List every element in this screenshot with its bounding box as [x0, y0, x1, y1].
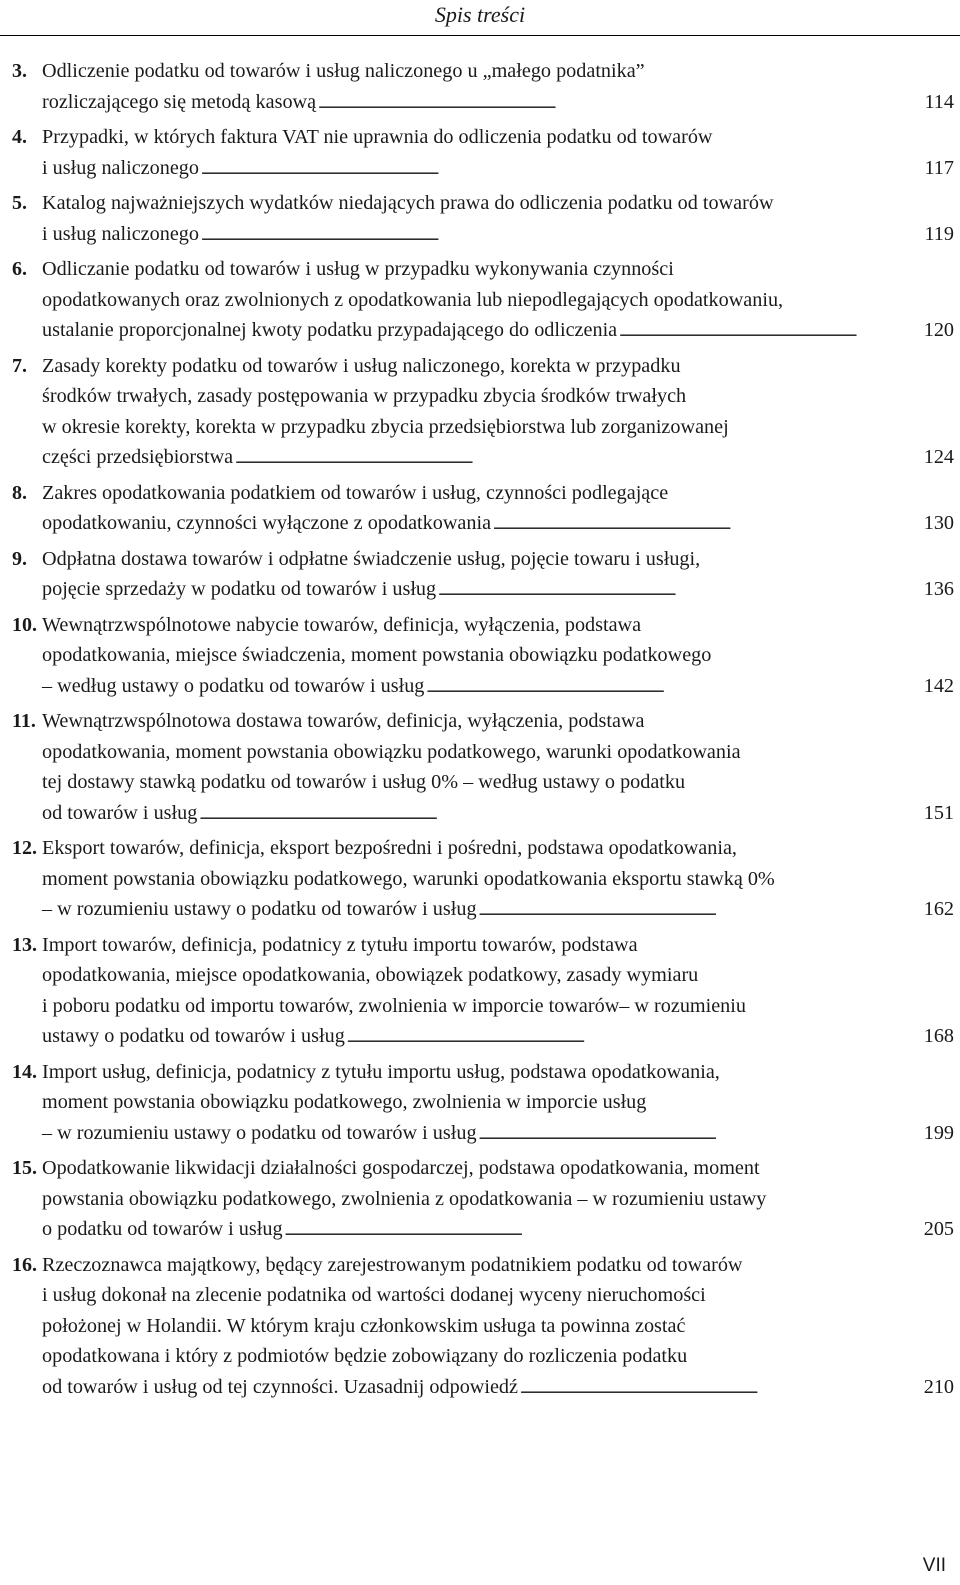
toc-entry-page-number[interactable]: 124 [923, 446, 954, 468]
toc-entry[interactable] [12, 833, 954, 928]
toc-entry[interactable] [12, 544, 954, 608]
toc-entry-body [42, 188, 954, 252]
toc-entry-line: Import usług, definicja, podatnicy z tytułu importu usług, podstawa opodatkowania, [42, 1060, 720, 1083]
toc-entry-last-line [42, 1118, 954, 1152]
toc-entry-body [42, 254, 954, 349]
toc-entry-line: ustalanie proporcjonalnej kwoty podatku przypadającego do odliczenia [42, 319, 618, 341]
toc-entry-line: moment powstania obowiązku podatkowego, warunki opodatkowania eksportu stawką 0% [42, 867, 775, 890]
toc-entry-line: o podatku od towarów i usług [42, 1218, 283, 1240]
toc-entry-page-number[interactable]: 120 [923, 319, 954, 341]
toc-entry-body [42, 706, 954, 831]
dot-leader [347, 1021, 890, 1055]
toc-entry-body [42, 1153, 954, 1248]
toc-entry-page-number[interactable]: 130 [923, 512, 954, 534]
toc-entry-page-number[interactable]: 199 [923, 1121, 954, 1144]
toc-entry-line: moment powstania obowiązku podatkowego, zwolnienia w imporcie usług [42, 1091, 647, 1113]
toc-entry-line: opodatkowanych oraz zwolnionych z opodatkowania lub niepodlegających opodatkowaniu, [42, 288, 784, 311]
dot-leader [426, 671, 890, 705]
toc-entry-body [42, 610, 954, 705]
toc-entry-number: 13. [12, 933, 37, 956]
toc-entry-page-number[interactable]: 151 [923, 801, 954, 824]
toc-entry-last-line [42, 894, 954, 928]
dot-leader [520, 1372, 890, 1406]
toc-entry-last-line [42, 153, 954, 187]
toc-entry-last-line [42, 1372, 954, 1406]
dot-leader [201, 219, 890, 253]
toc-entry-body [42, 544, 954, 608]
toc-entry[interactable] [12, 56, 954, 120]
toc-entry[interactable] [12, 1153, 954, 1248]
dot-leader [619, 315, 890, 349]
toc-entry-line: opodatkowania, moment powstania obowiązku podatkowego, warunki opodatkowania [42, 740, 741, 763]
toc-entry-last-line [42, 671, 954, 705]
toc-entry-line: powstania obowiązku podatkowego, zwolnienia z opodatkowania – w rozumieniu ustawy [42, 1187, 767, 1210]
toc-entry-number: 10. [12, 613, 37, 636]
table-of-contents [12, 56, 954, 1405]
toc-entry-body [42, 478, 954, 542]
toc-entry-line: i poboru podatku od importu towarów, zwolnienia w imporcie towarów– w rozumieniu [42, 994, 746, 1017]
dot-leader [479, 1118, 890, 1152]
toc-entry-line: rozliczającego się metodą kasową [42, 90, 317, 113]
dot-leader [479, 894, 890, 928]
dot-leader [285, 1214, 890, 1248]
toc-entry-last-line [42, 798, 954, 832]
toc-entry-page-number[interactable]: 117 [924, 156, 954, 179]
toc-entry-line: Odliczenie podatku od towarów i usług naliczonego u „małego podatnika” [42, 60, 645, 82]
page-number: VII [922, 1555, 946, 1576]
toc-entry-line: Odliczanie podatku od towarów i usług w przypadku wykonywania czynności [42, 258, 674, 280]
dot-leader [318, 87, 890, 121]
toc-entry-line: Opodatkowanie likwidacji działalności gospodarczej, podstawa opodatkowania, moment [42, 1157, 760, 1179]
dot-leader [201, 153, 890, 187]
toc-entry-line: – według ustawy o podatku od towarów i usług [42, 674, 425, 697]
toc-entry-page-number[interactable]: 205 [923, 1218, 954, 1240]
toc-entry-number: 11. [12, 710, 36, 732]
page-header-title: Spis treści [434, 2, 526, 27]
toc-entry-page-number[interactable]: 210 [923, 1375, 954, 1398]
toc-entry-number: 6. [12, 258, 27, 280]
toc-entry-line: opodatkowana i który z podmiotów będzie zobowiązany do rozliczenia podatku [42, 1345, 688, 1367]
toc-entry-last-line [42, 508, 954, 542]
toc-entry-body [42, 930, 954, 1055]
toc-entry[interactable] [12, 478, 954, 542]
toc-entry-body [42, 1250, 954, 1406]
toc-entry-line: Odpłatna dostawa towarów i odpłatne świadczenie usług, pojęcie towaru i usługi, [42, 547, 701, 570]
toc-entry-line: środków trwałych, zasady postępowania w przypadku zbycia środków trwałych [42, 385, 687, 407]
toc-entry-body [42, 351, 954, 476]
toc-entry-body [42, 56, 954, 120]
toc-entry-line: – w rozumieniu ustawy o podatku od towarów i usług [42, 898, 477, 920]
toc-entry-line: opodatkowania, miejsce opodatkowania, obowiązek podatkowy, zasady wymiaru [42, 964, 699, 986]
toc-entry-line: Zasady korekty podatku od towarów i usług naliczonego, korekta w przypadku [42, 354, 681, 377]
toc-entry-line: i usług naliczonego [42, 222, 199, 245]
toc-entry-line: Eksport towarów, definicja, eksport bezpośredni i pośredni, podstawa opodatkowania, [42, 837, 737, 859]
toc-entry[interactable] [12, 706, 954, 831]
toc-entry-last-line [42, 442, 954, 476]
toc-entry[interactable] [12, 610, 954, 705]
toc-entry-line: Przypadki, w których faktura VAT nie uprawnia do odliczenia podatku od towarów [42, 126, 713, 148]
toc-entry-number: 9. [12, 547, 27, 570]
toc-entry-line: Rzeczoznawca majątkowy, będący zarejestrowanym podatnikiem podatku od towarów [42, 1253, 743, 1276]
toc-entry-number: 3. [12, 60, 27, 82]
toc-entry-number: 8. [12, 481, 27, 504]
toc-entry-page-number[interactable]: 168 [923, 1025, 954, 1047]
toc-entry-number: 7. [12, 354, 27, 377]
toc-entry-number: 14. [12, 1060, 37, 1083]
toc-entry-line: w okresie korekty, korekta w przypadku zbycia przedsiębiorstwa lub zorganizowanej [42, 415, 729, 438]
toc-entry-line: i usług naliczonego [42, 156, 199, 179]
toc-entry-line: części przedsiębiorstwa [42, 446, 234, 468]
toc-entry-last-line [42, 87, 954, 121]
toc-entry[interactable] [12, 254, 954, 349]
toc-entry-number: 12. [12, 837, 37, 859]
toc-entry-line: opodatkowaniu, czynności wyłączone z opodatkowania [42, 512, 492, 534]
toc-entry-number: 16. [12, 1253, 37, 1276]
toc-entry-page-number[interactable]: 119 [924, 222, 954, 245]
toc-entry-line: od towarów i usług [42, 801, 198, 824]
toc-entry-line: Zakres opodatkowania podatkiem od towarów i usług, czynności podlegające [42, 481, 669, 504]
toc-entry[interactable] [12, 188, 954, 252]
dot-leader [235, 442, 890, 476]
toc-entry-line: Wewnątrzwspólnotowe nabycie towarów, definicja, wyłączenia, podstawa [42, 613, 642, 636]
toc-entry-line: opodatkowania, miejsce świadczenia, moment powstania obowiązku podatkowego [42, 644, 712, 666]
dot-leader [199, 798, 890, 832]
toc-entry-body [42, 833, 954, 928]
toc-entry[interactable] [12, 1250, 954, 1406]
toc-entry-line: i usług dokonał na zlecenie podatnika od wartości dodanej wyceny nieruchomości [42, 1284, 706, 1306]
toc-entry[interactable] [12, 1057, 954, 1152]
toc-entry-line: – w rozumieniu ustawy o podatku od towarów i usług [42, 1121, 477, 1144]
toc-entry-line: położonej w Holandii. W którym kraju członkowskim usługa ta powinna zostać [42, 1314, 686, 1337]
toc-entry-line: Katalog najważniejszych wydatków niedających prawa do odliczenia podatku od towarów [42, 192, 774, 214]
toc-entry-line: Import towarów, definicja, podatnicy z tytułu importu towarów, podstawa [42, 933, 638, 956]
toc-entry-line: Wewnątrzwspólnotowa dostawa towarów, definicja, wyłączenia, podstawa [42, 710, 645, 732]
page-header [0, 0, 960, 40]
toc-entry-last-line [42, 574, 954, 608]
toc-entry[interactable] [12, 351, 954, 476]
dot-leader [493, 508, 890, 542]
toc-entry-last-line [42, 1214, 954, 1248]
toc-entry-line: pojęcie sprzedaży w podatku od towarów i usług [42, 578, 437, 600]
toc-entry-number: 15. [12, 1157, 37, 1179]
toc-entry-last-line [42, 1021, 954, 1055]
toc-entry-page-number[interactable]: 142 [923, 674, 954, 697]
toc-entry-body [42, 1057, 954, 1152]
toc-entry[interactable] [12, 930, 954, 1055]
toc-entry[interactable] [12, 122, 954, 186]
toc-entry-number: 5. [12, 192, 27, 214]
toc-entry-number: 4. [12, 126, 27, 148]
toc-entry-page-number[interactable]: 114 [924, 90, 954, 113]
toc-entry-page-number[interactable]: 162 [923, 898, 954, 920]
toc-entry-line: tej dostawy stawką podatku od towarów i usług 0% – według ustawy o podatku [42, 771, 686, 793]
toc-entry-line: ustawy o podatku od towarów i usług [42, 1025, 345, 1047]
toc-entry-page-number[interactable]: 136 [923, 578, 954, 600]
header-rule [0, 35, 960, 36]
toc-entry-last-line [42, 219, 954, 253]
toc-entry-line: od towarów i usług od tej czynności. Uzasadnij odpowiedź [42, 1375, 518, 1398]
dot-leader [438, 574, 890, 608]
toc-entry-last-line [42, 315, 954, 349]
toc-entry-body [42, 122, 954, 186]
